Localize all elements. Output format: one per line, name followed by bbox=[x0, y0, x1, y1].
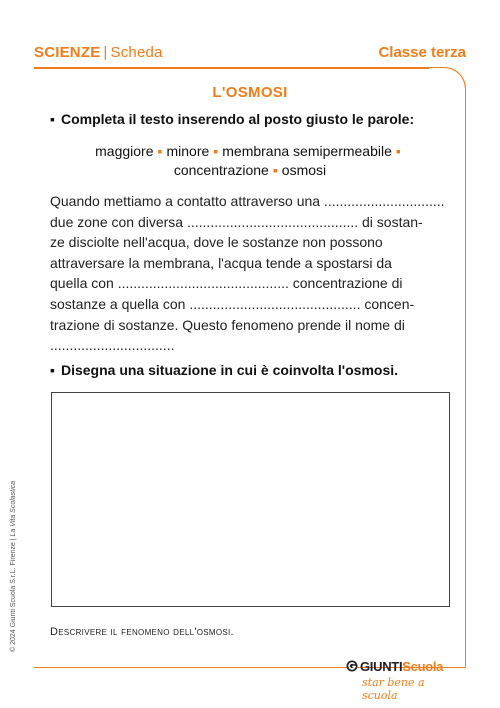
paragraph-line: ................................ bbox=[50, 337, 175, 354]
exercise1-instruction-text: Completa il testo inserendo al posto giusto le parole: bbox=[60, 111, 415, 127]
page-header bbox=[34, 44, 466, 66]
paragraph-line: quella con ............................................ concentrazione di bbox=[50, 275, 403, 292]
magazine-name: La Vita Scolastica bbox=[10, 480, 17, 537]
brand-secondary: Scuola bbox=[402, 659, 444, 674]
subject-name: SCIENZE bbox=[34, 44, 101, 61]
paragraph-line: sostanze a quella con ............................................ concen- bbox=[50, 295, 415, 312]
brand-primary: GIUNTI bbox=[360, 659, 403, 674]
copyright-notice bbox=[10, 481, 17, 652]
word-membrana: membrana semipermeabile bbox=[222, 143, 392, 159]
word-maggiore: maggiore bbox=[95, 143, 154, 159]
word-bank-line-1 bbox=[50, 142, 450, 161]
paragraph-line: trazione di sostanze. Questo fenomeno prende il nome di bbox=[50, 316, 405, 333]
word-separator: ▪ bbox=[395, 143, 401, 159]
exercise2-instruction-text: Disegna una situazione in cui è coinvolta l'osmosi. bbox=[60, 362, 399, 378]
word-separator: ▪ bbox=[272, 162, 278, 178]
paragraph-line: attraversare la membrana, l'acqua tende a spostarsi da bbox=[50, 254, 392, 271]
exercise1-instruction bbox=[50, 111, 414, 127]
word-bank bbox=[50, 142, 450, 180]
square-bullet-icon: ▪ bbox=[50, 111, 55, 127]
paragraph-line: due zone con diversa ............................................ di sostan- bbox=[50, 213, 423, 230]
publisher-logo bbox=[346, 659, 456, 702]
paragraph-line: ze disciolte nell'acqua, dove le sostanze non possono bbox=[50, 234, 383, 251]
class-label: Classe terza bbox=[378, 44, 466, 61]
word-osmosi: osmosi bbox=[281, 162, 327, 178]
paragraph-line: Quando mettiamo a contatto attraverso una ............................... bbox=[50, 193, 445, 209]
word-minore: minore bbox=[166, 143, 210, 159]
exercise2-instruction bbox=[50, 362, 398, 378]
fill-in-paragraph bbox=[50, 191, 455, 356]
giunti-logo-icon bbox=[346, 660, 358, 672]
word-separator: ▪ bbox=[213, 143, 219, 159]
drawing-area[interactable] bbox=[51, 392, 450, 607]
word-concentrazione: concentrazione bbox=[173, 162, 269, 178]
subject-label bbox=[34, 44, 163, 61]
brand-name bbox=[360, 659, 443, 674]
header-separator: | bbox=[103, 44, 108, 61]
square-bullet-icon: ▪ bbox=[50, 362, 55, 378]
drawing-caption: Descrivere il fenomeno dell'osmosi. bbox=[50, 626, 234, 638]
sheet-type: Scheda bbox=[110, 44, 163, 61]
word-separator: ▪ bbox=[157, 143, 163, 159]
copyright-text: © 2024 Giunti Scuola S.r.L. Firenze | bbox=[10, 538, 17, 652]
word-bank-line-2 bbox=[50, 161, 450, 180]
brand-tagline: star bene a scuola bbox=[362, 676, 425, 702]
page-title: L'OSMOSI bbox=[212, 84, 288, 101]
